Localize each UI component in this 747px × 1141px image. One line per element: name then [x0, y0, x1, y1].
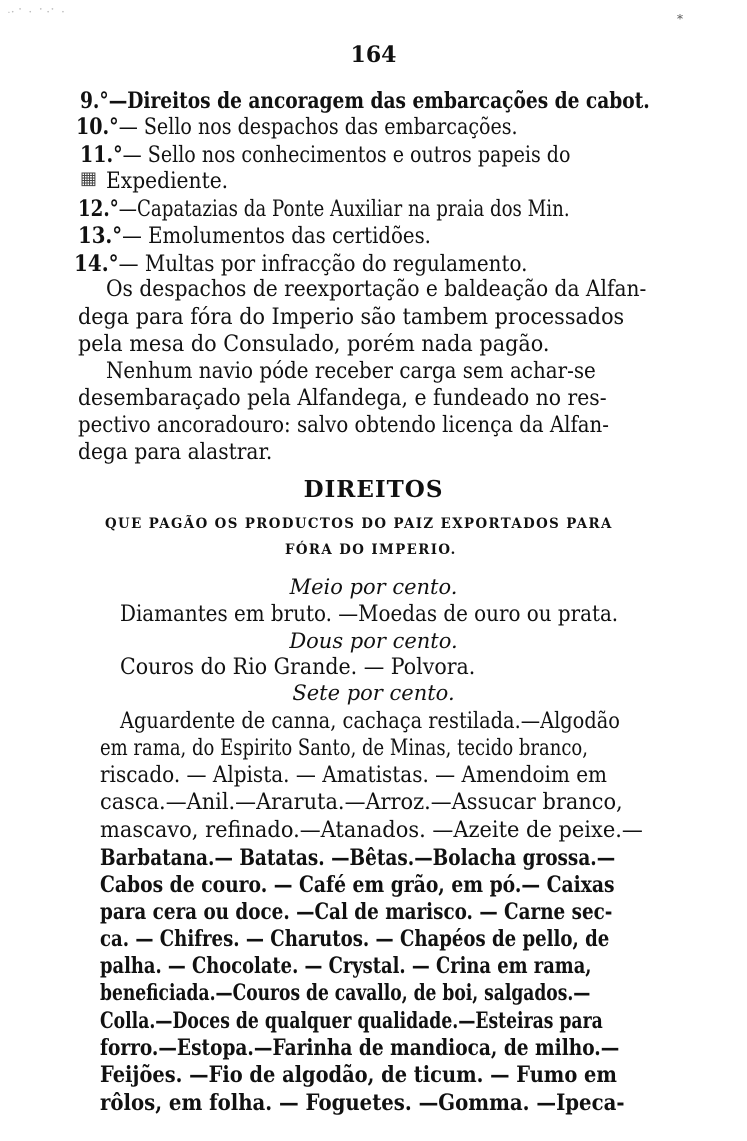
section-subtitle: QUE PAGÃO OS PRODUCTOS DO PAIZ EXPORTADOS PARA [105, 516, 613, 532]
list-item-10 [76, 114, 518, 141]
rate-item-line: Feijões. —Fio de algodão, de ticum. — Fumo em [100, 1062, 617, 1088]
rate-item-line: beneficiada.—Couros de cavallo, de boi, salgados.— [100, 980, 591, 1006]
rate-item-line: ca. — Chifres. — Charutos. — Chapéos de pello, de [100, 926, 610, 952]
list-item-continuation [106, 169, 228, 195]
rate-label: Meio por cento. [289, 575, 458, 599]
paragraph-line: Nenhum navio póde receber carga sem achar-se [106, 359, 596, 384]
rate-item-line: rôlos, em folha. — Foguetes. —Gomma. —Ipeca- [100, 1090, 625, 1116]
ink-blot-icon: ▦ [80, 168, 98, 189]
rate-item-line: em rama, do Espirito Santo, de Minas, tecido branco, [100, 736, 588, 761]
list-item-9 [80, 88, 650, 114]
list-item-14 [74, 251, 527, 278]
rate-item-line: Cabos de couro. — Café em grão, em pó.— Caixas [100, 872, 615, 898]
list-item-number: 9.° [80, 88, 109, 114]
list-item-text: —Direitos de ancoragem das embarcações de cabot. [108, 88, 650, 114]
rate-item-line: palha. — Chocolate. — Crystal. — Crina em rama, [100, 953, 592, 979]
rate-item-line: Couros do Rio Grande. — Polvora. [120, 655, 476, 680]
list-item-12 [78, 196, 570, 223]
list-item-number: 12.° [78, 196, 119, 222]
rate-item-line: forro.—Estopa.—Farinha de mandioca, de milho.— [100, 1035, 620, 1061]
list-item-text: — Sello nos despachos das embarcações. [118, 115, 518, 140]
paragraph-line: pela mesa do Consulado, porém nada pagão. [78, 332, 550, 357]
page-number: 164 [350, 42, 397, 68]
rate-item-line: Diamantes em bruto. —Moedas de ouro ou prata. [120, 602, 619, 627]
rate-label: Dous por cento. [289, 629, 458, 653]
paragraph-line: dega para fóra do Imperio são tambem processados [78, 305, 625, 330]
list-item-number: 10.° [76, 114, 119, 140]
paragraph-line: pectivo ancoradouro: salvo obtendo licença da Alfan- [78, 413, 609, 438]
list-item-13 [78, 223, 431, 250]
paragraph-line: dega para alastrar. [78, 440, 273, 465]
section-title: DIREITOS [303, 476, 444, 503]
rate-item-line: para cera ou doce. —Cal de marisco. — Carne sec- [100, 899, 613, 925]
paragraph-line: desembaraçado pela Alfandega, e fundeado no res- [78, 386, 607, 411]
rate-item-line: casca.—Anil.—Araruta.—Arroz.—Assucar branco, [100, 790, 623, 815]
rate-item-line: Aguardente de canna, cachaça restilada.—Algodão [120, 709, 620, 734]
list-item-text: — Sello nos conhecimentos e outros papeis do [122, 143, 571, 168]
rate-label: Sete por cento. [292, 681, 455, 705]
paragraph-line: Os despachos de reexportação e baldeação da Alfan- [106, 277, 647, 302]
rate-item-line: Colla.—Doces de qualquer qualidade.—Esteiras para [100, 1008, 603, 1034]
print-specks: ⠀·⠂⠁⠐ ⠈⠐⠁ ⠂ [0, 8, 69, 19]
star-mark: * [677, 12, 683, 26]
rate-item-line: riscado. — Alpista. — Amatistas. — Amendoim em [100, 763, 608, 788]
rate-item-line: mascavo, refinado.—Atanados. —Azeite de peixe.— [100, 818, 643, 843]
section-subtitle: FÓRA DO IMPERIO. [285, 542, 457, 558]
list-item-11 [80, 142, 570, 169]
list-item-number: 14.° [74, 251, 119, 277]
list-item-number: 13.° [78, 223, 123, 249]
list-item-text: — Emolumentos das certidões. [122, 224, 431, 249]
list-item-number: 11.° [80, 142, 123, 168]
list-item-text: —Capatazias da Ponte Auxiliar na praia dos Min. [118, 197, 570, 222]
list-item-text: — Multas por infracção do regulamento. [118, 252, 528, 277]
list-item-text: Expediente. [106, 169, 229, 194]
rate-item-line: Barbatana.— Batatas. —Bêtas.—Bolacha grossa.— [100, 845, 616, 871]
